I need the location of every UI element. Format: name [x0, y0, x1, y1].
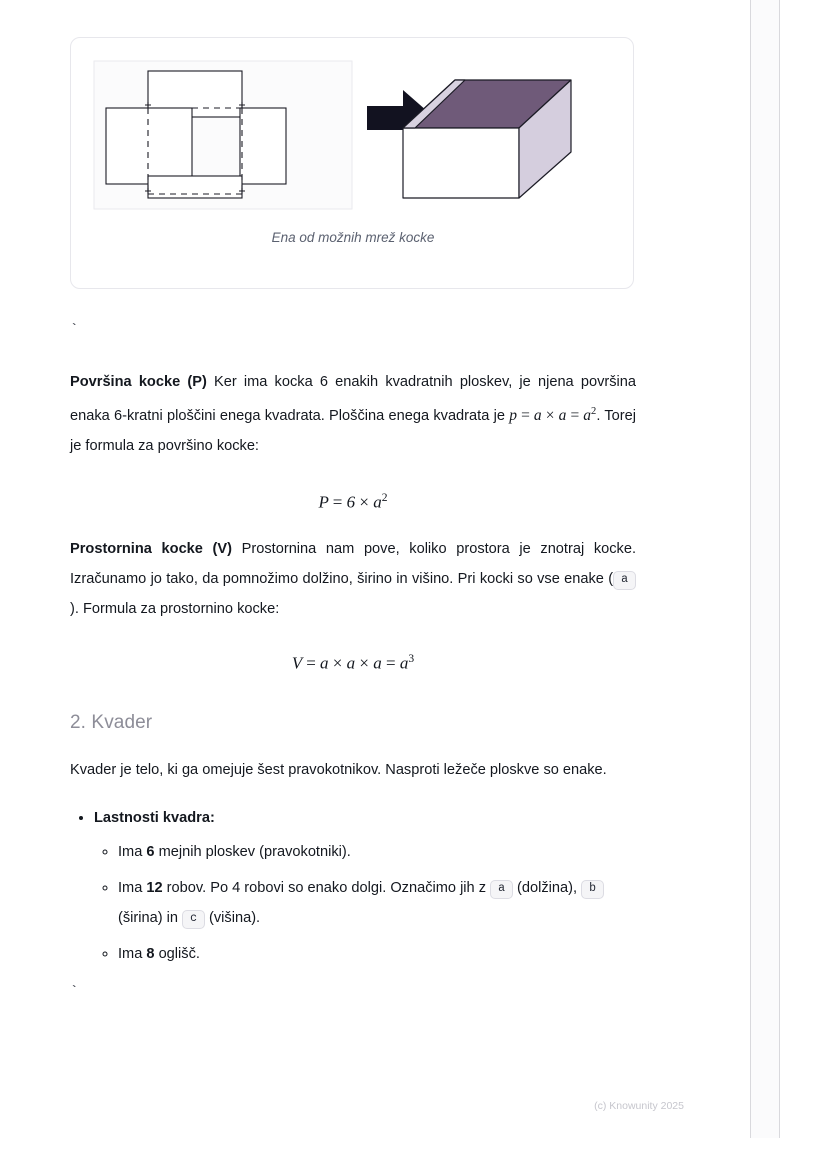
volume-paragraph	[70, 534, 636, 624]
surface-text-2: . Torej je formula za površino kocke:	[70, 408, 637, 455]
volume-lead: Prostornina kocke (V)	[70, 541, 233, 557]
faces-count: 6	[146, 844, 155, 860]
edges-text-1: robov. Po 4 robovi so enako dolgi. Označimo jih z	[162, 880, 491, 896]
copyright-footer: (c) Knowunity 2025	[594, 1100, 684, 1112]
vertices-count: 8	[146, 946, 155, 962]
kvader-sublist	[94, 837, 636, 969]
vertices-text-1: Ima	[118, 946, 147, 962]
vertices-text-2: oglišč.	[154, 946, 200, 962]
surface-section	[70, 367, 636, 513]
edges-count: 12	[146, 880, 163, 896]
section-heading-kvader: 2. Kvader	[70, 712, 153, 733]
code-chip-b: b	[581, 880, 604, 899]
volume-text-1: Prostornina nam pove, koliko prostora je znotraj kocke. Izračunamo jo tako, da pomnožimo dolžino, širino in višino. Pri kocki so vse enake (	[70, 541, 637, 587]
surface-text-1: Ker ima kocka 6 enakih kvadratnih ploskev, je njena površina enaka 6-kratni ploščini enega kvadrata. Ploščina enega kvadrata je	[70, 374, 637, 425]
properties-title-text: Lastnosti kvadra:	[94, 810, 215, 826]
code-chip-c: c	[182, 910, 205, 929]
stray-backtick-1: `	[70, 322, 79, 338]
figure-card	[70, 37, 634, 289]
code-chip-a-2: a	[490, 880, 513, 899]
edges-text-2: (dolžina),	[512, 880, 582, 896]
list-item-faces	[118, 837, 636, 867]
list-item-vertices	[118, 939, 636, 969]
volume-formula: $V = a \times a \times a = a^3$	[291, 652, 415, 673]
code-chip-a: a	[613, 571, 636, 590]
edges-text-4: (višina).	[204, 910, 261, 926]
kvader-properties-list	[70, 803, 636, 969]
kvader-section	[70, 712, 636, 975]
surface-formula: $P = 6 \times a^2$	[318, 491, 388, 512]
scroll-gutter[interactable]	[751, 0, 779, 1138]
cube-net-and-solid-icon	[93, 60, 613, 210]
stray-backtick-2: `	[70, 984, 79, 1000]
surface-inline-formula: $p = a \times a = a^2$	[509, 406, 597, 425]
kvader-intro: Kvader je telo, ki ga omejuje šest pravokotnikov. Nasproti ležeče ploskve so enake.	[70, 762, 607, 778]
faces-text-2: mejnih ploskev (pravokotniki).	[154, 844, 351, 860]
list-item-edges	[118, 873, 636, 933]
edges-text-3: (širina) in	[118, 910, 183, 926]
volume-section	[70, 534, 636, 674]
edges-text-0: Ima	[118, 880, 147, 896]
figure-illustration	[93, 60, 613, 210]
figure-caption: Ena od možnih mrež kocke	[271, 230, 435, 245]
page-margin-right	[780, 0, 828, 1171]
list-item-properties-title	[94, 803, 636, 969]
faces-text-1: Ima	[118, 844, 147, 860]
surface-lead: Površina kocke (P)	[70, 374, 207, 390]
surface-paragraph	[70, 367, 636, 461]
volume-text-2: ). Formula za prostornino kocke:	[70, 601, 280, 617]
gutter-divider-left	[750, 0, 751, 1138]
